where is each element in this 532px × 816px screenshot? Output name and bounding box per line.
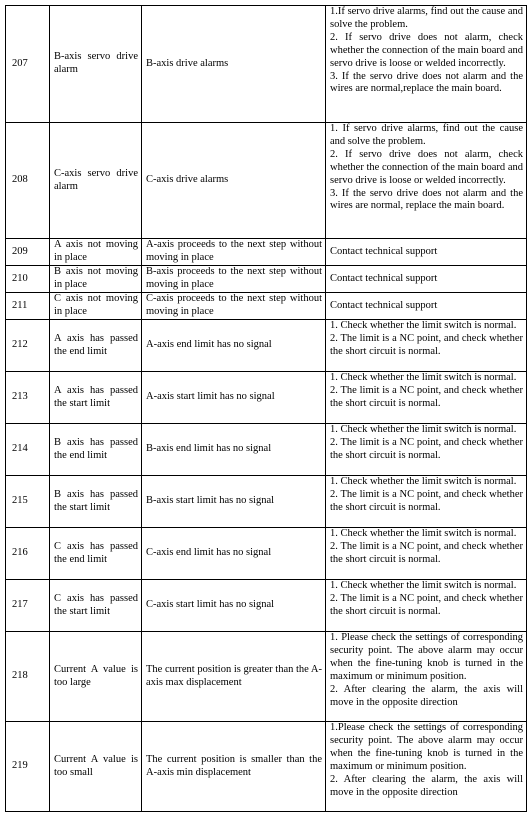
alarm-name: B axis not moving in place xyxy=(50,266,142,293)
solution-step: Contact technical support xyxy=(330,245,438,257)
alarm-code: 209 xyxy=(6,239,50,266)
solution-step: 2. The limit is a NC point, and check whether the short circuit is normal. xyxy=(330,332,523,357)
alarm-code: 216 xyxy=(6,528,50,580)
alarm-description: C-axis start limit has no signal xyxy=(142,580,326,632)
alarm-solution xyxy=(326,528,527,580)
alarm-code: 217 xyxy=(6,580,50,632)
alarm-name: A axis has passed the start limit xyxy=(50,372,142,424)
solution-step: 2. If servo drive does not alarm, check whether the connection of the main board and servo drive is loose or welded incorrectly. xyxy=(330,148,523,186)
alarm-code: 212 xyxy=(6,320,50,372)
alarm-name: Current A value is too small xyxy=(50,722,142,812)
solution-step: Contact technical support xyxy=(330,272,438,284)
table-row xyxy=(6,722,527,812)
alarm-name: C axis has passed the end limit xyxy=(50,528,142,580)
solution-step: 1. Check whether the limit switch is normal. xyxy=(330,476,517,487)
solution-step: 2. After clearing the alarm, the axis will move in the opposite direction xyxy=(330,773,523,798)
alarm-code: 211 xyxy=(6,293,50,320)
alarm-description: The current position is greater than the A-axis max displacement xyxy=(142,632,326,722)
table-row xyxy=(6,580,527,632)
alarm-solution xyxy=(326,293,527,320)
alarm-name: C-axis servo drive alarm xyxy=(50,123,142,239)
table-row xyxy=(6,266,527,293)
alarm-code: 208 xyxy=(6,123,50,239)
solution-step: 2. The limit is a NC point, and check whether the short circuit is normal. xyxy=(330,592,523,617)
alarm-description: The current position is smaller than the A-axis min displacement xyxy=(142,722,326,812)
solution-step: 1. Check whether the limit switch is normal. xyxy=(330,424,517,435)
alarm-code: 219 xyxy=(6,722,50,812)
alarm-description: B-axis end limit has no signal xyxy=(142,424,326,476)
alarm-name: B axis has passed the end limit xyxy=(50,424,142,476)
solution-step: 2. After clearing the alarm, the axis will move in the opposite direction xyxy=(330,683,523,708)
alarm-solution xyxy=(326,266,527,293)
alarm-description: C-axis end limit has no signal xyxy=(142,528,326,580)
alarm-solution xyxy=(326,580,527,632)
table-row xyxy=(6,528,527,580)
alarm-code: 207 xyxy=(6,6,50,123)
alarm-solution xyxy=(326,6,527,123)
alarm-description: A-axis proceeds to the next step without moving in place xyxy=(142,239,326,266)
alarm-description: B-axis start limit has no signal xyxy=(142,476,326,528)
alarm-solution xyxy=(326,239,527,266)
solution-step: 2. The limit is a NC point, and check whether the short circuit is normal. xyxy=(330,540,523,565)
alarm-name: B axis has passed the start limit xyxy=(50,476,142,528)
alarm-name: A axis not moving in place xyxy=(50,239,142,266)
solution-step: 2. The limit is a NC point, and check whether the short circuit is normal. xyxy=(330,436,523,461)
alarm-description: C-axis proceeds to the next step without moving in place xyxy=(142,293,326,320)
solution-step: 3. If the servo drive does not alarm and the wires are normal,replace the main board. xyxy=(330,70,523,95)
solution-step: 1. Check whether the limit switch is normal. xyxy=(330,580,517,591)
alarm-description: B-axis drive alarms xyxy=(142,6,326,123)
solution-step: 1. Check whether the limit switch is normal. xyxy=(330,372,517,383)
alarm-code: 210 xyxy=(6,266,50,293)
solution-step: 3. If the servo drive does not alarm and the wires are normal, replace the main board. xyxy=(330,187,523,212)
table-row xyxy=(6,320,527,372)
alarm-code: 213 xyxy=(6,372,50,424)
alarm-solution xyxy=(326,476,527,528)
alarm-solution xyxy=(326,123,527,239)
table-row xyxy=(6,372,527,424)
solution-step: 1. Check whether the limit switch is normal. xyxy=(330,320,517,331)
alarm-solution xyxy=(326,372,527,424)
alarm-name: B-axis servo drive alarm xyxy=(50,6,142,123)
solution-step: 2. The limit is a NC point, and check whether the short circuit is normal. xyxy=(330,384,523,409)
solution-step: 1.Please check the settings of corresponding security point. The above alarm may occur when the fine-tuning knob is turned in the maximum or minimum position. xyxy=(330,722,523,772)
alarm-description: B-axis proceeds to the next step without moving in place xyxy=(142,266,326,293)
alarm-description: A-axis start limit has no signal xyxy=(142,372,326,424)
alarm-code: 214 xyxy=(6,424,50,476)
alarm-description: C-axis drive alarms xyxy=(142,123,326,239)
alarm-code-table xyxy=(5,5,527,812)
alarm-name: C axis has passed the start limit xyxy=(50,580,142,632)
solution-step: 2. If servo drive does not alarm, check whether the connection of the main board and servo drive is loose or welded incorrectly. xyxy=(330,31,523,69)
alarm-solution xyxy=(326,424,527,476)
alarm-solution xyxy=(326,320,527,372)
alarm-solution xyxy=(326,722,527,812)
alarm-code: 218 xyxy=(6,632,50,722)
alarm-solution xyxy=(326,632,527,722)
solution-step: 1. If servo drive alarms, find out the cause and solve the problem. xyxy=(330,123,523,147)
table-row xyxy=(6,476,527,528)
table-row xyxy=(6,239,527,266)
alarm-table-body xyxy=(6,6,527,812)
solution-step: 1. Check whether the limit switch is normal. xyxy=(330,528,517,539)
table-row xyxy=(6,123,527,239)
table-row xyxy=(6,424,527,476)
alarm-name: A axis has passed the end limit xyxy=(50,320,142,372)
alarm-description: A-axis end limit has no signal xyxy=(142,320,326,372)
alarm-name: C axis not moving in place xyxy=(50,293,142,320)
alarm-code: 215 xyxy=(6,476,50,528)
table-row xyxy=(6,293,527,320)
solution-step: 1. Please check the settings of corresponding security point. The above alarm may occur when the fine-tuning knob is turned in the maximum or minimum position. xyxy=(330,632,523,682)
solution-step: 1.If servo drive alarms, find out the cause and solve the problem. xyxy=(330,6,523,30)
table-row xyxy=(6,632,527,722)
table-row xyxy=(6,6,527,123)
alarm-name: Current A value is too large xyxy=(50,632,142,722)
solution-step: Contact technical support xyxy=(330,299,438,311)
solution-step: 2. The limit is a NC point, and check whether the short circuit is normal. xyxy=(330,488,523,513)
